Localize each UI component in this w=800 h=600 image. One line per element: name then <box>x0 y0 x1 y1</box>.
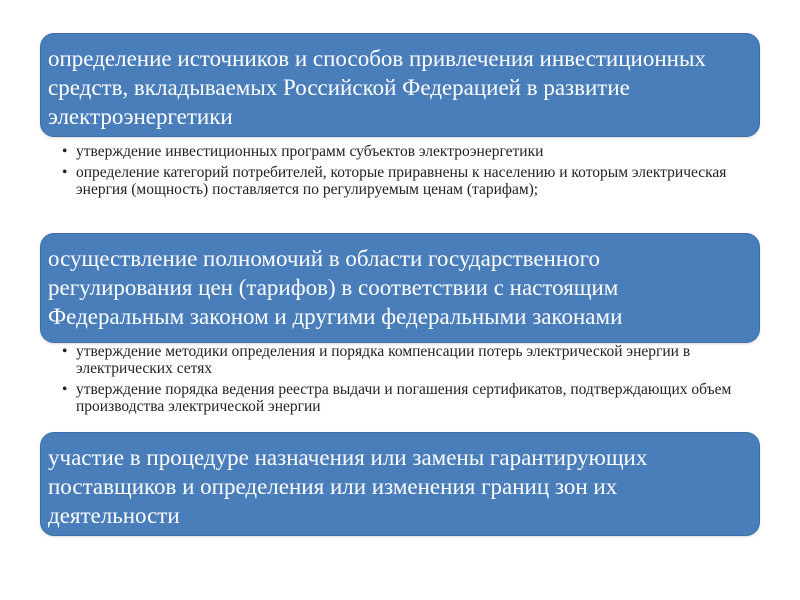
sub-list-2 <box>60 343 740 419</box>
sub-list-1 <box>60 143 740 202</box>
block-guaranteeing-suppliers <box>40 432 760 536</box>
list-item <box>60 164 740 198</box>
block-text: участие в процедуре назначения или замены гарантирующих поставщиков и определения или изменения границ зон их деятельности <box>48 445 648 528</box>
list-item-text: определение категорий потребителей, которые приравнены к населению и которым электрическая энергия (мощность) поставляется по регулируемым ценам (тарифам); <box>76 164 727 198</box>
block-text: определение источников и способов привлечения инвестиционных средств, вкладываемых Российской Федерацией в развитие электроэнергетики <box>48 46 706 129</box>
block-text: осуществление полномочий в области государственного регулирования цен (тарифов) в соответствии с настоящим Федеральным законом и другими федеральными законами <box>48 246 623 329</box>
bullet-icon: • <box>62 143 68 160</box>
block-price-regulation <box>40 233 760 343</box>
bullet-icon: • <box>62 381 68 398</box>
list-item-text: утверждение порядка ведения реестра выдачи и погашения сертификатов, подтверждающих объем производства электрической энергии <box>76 381 732 415</box>
bullet-icon: • <box>62 164 68 181</box>
bullet-icon: • <box>62 343 68 360</box>
list-item-text: утверждение методики определения и порядка компенсации потерь электрической энергии в электрических сетях <box>76 343 691 377</box>
list-item <box>60 381 740 415</box>
block-investment-sources <box>40 33 760 137</box>
list-item <box>60 143 740 160</box>
list-item <box>60 343 740 377</box>
list-item-text: утверждение инвестиционных программ субъектов электроэнергетики <box>76 143 544 160</box>
